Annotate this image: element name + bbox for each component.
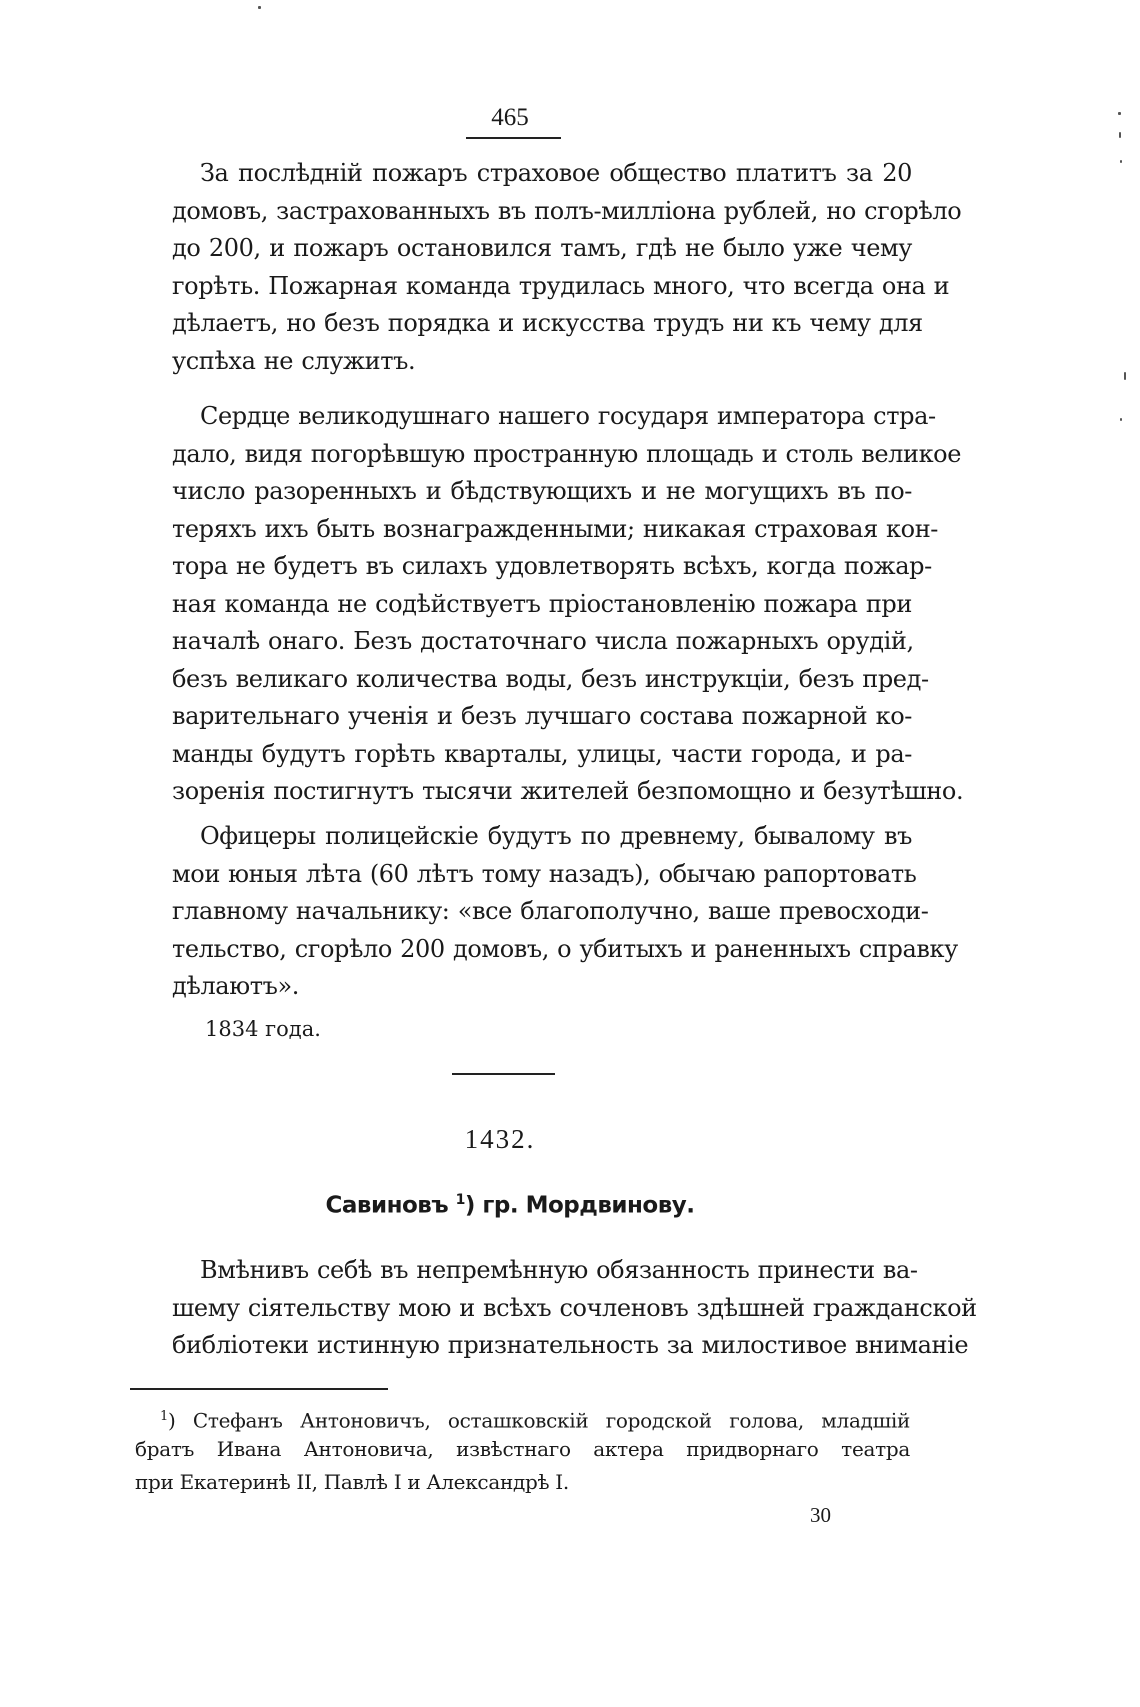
paragraph-3: [172, 818, 958, 1006]
paragraph-1: [172, 155, 962, 380]
scan-speck: [258, 6, 261, 9]
letter-number: 1432.: [464, 1124, 536, 1154]
text-line: дало, видя погорѣвшую пространную площадь и столь великое: [172, 439, 962, 468]
text-line: мои юныя лѣта (60 лѣтъ тому назадъ), обычаю рапортовать: [172, 859, 917, 888]
scan-speck: [1118, 112, 1121, 115]
text-line: библіотеки истинную признательность за милостивое вниманіе: [172, 1331, 969, 1359]
text-line: теряхъ ихъ быть вознагражденными; никакая страховая кон-: [172, 514, 939, 543]
footnote-text: ) Стефанъ Антоновичъ, осташковскій городской голова, младшій: [167, 1408, 910, 1433]
footnote-line: [160, 1400, 910, 1433]
letter-title-sender: Савиновъ: [325, 1192, 456, 1219]
text-line: главному начальнику: «все благополучно, ваше превосходи-: [172, 897, 929, 925]
page-number: 465: [491, 104, 529, 131]
footnote-line: при Екатеринѣ II, Павлѣ I и Александрѣ I.: [135, 1470, 569, 1494]
footnote-rule: [130, 1388, 388, 1390]
text-line: горѣть. Пожарная команда трудилась много, что всегда она и: [172, 271, 950, 300]
scan-speck: [1124, 372, 1126, 380]
footnote-marker: 1: [160, 1409, 168, 1424]
text-line: ная команда не содѣйствуетъ пріостановленію пожара при: [172, 589, 912, 618]
text-line: шему сіятельству мою и всѣхъ сочленовъ здѣшней гражданской: [172, 1293, 977, 1322]
text-line: дѣлаетъ, но безъ порядка и искусства трудъ ни къ чему для: [172, 309, 923, 337]
footnote-reference: 1: [455, 1192, 465, 1208]
letter-date: 1834 года.: [205, 1017, 321, 1041]
text-line: число разоренныхъ и бѣдствующихъ и не могущихъ въ по-: [172, 477, 912, 505]
scan-speck: [1120, 160, 1122, 163]
scan-speck: [1119, 132, 1121, 138]
footnote-line: братъ Ивана Антоновича, извѣстнаго актера придворнаго театра: [135, 1437, 910, 1461]
text-line: дѣлаютъ».: [172, 972, 299, 1000]
text-line: За послѣдній пожаръ страховое общество платитъ за 20: [200, 159, 912, 187]
scan-speck: [1120, 418, 1122, 421]
section-divider: [452, 1073, 555, 1075]
text-line: Вмѣнивъ себѣ въ непремѣнную обязанность принести ва-: [200, 1256, 918, 1284]
text-line: тора не будетъ въ силахъ удовлетворять всѣхъ, когда пожар-: [172, 552, 932, 580]
text-line: до 200, и пожаръ остановился тамъ, гдѣ не было уже чему: [172, 234, 912, 262]
header-rule: [466, 137, 561, 139]
text-line: манды будутъ горѣть кварталы, улицы, части города, и ра-: [172, 739, 912, 768]
text-line: Сердце великодушнаго нашего государя императора стра-: [200, 402, 936, 430]
text-line: безъ великаго количества воды, безъ инструкціи, безъ пред-: [172, 664, 929, 693]
letter-title: [280, 1192, 740, 1219]
text-line: Офицеры полицейскіе будутъ по древнему, бывалому въ: [200, 822, 912, 850]
text-line: домовъ, застрахованныхъ въ полъ-милліона рублей, но сгорѣло: [172, 196, 962, 225]
text-line: варительнаго ученія и безъ лучшаго состава пожарной ко-: [172, 702, 912, 730]
text-line: успѣха не служитъ.: [172, 346, 416, 375]
letter-title-recipient: ) гр. Мордвинову.: [464, 1192, 695, 1219]
text-line: тельство, сгорѣло 200 домовъ, о убитыхъ и раненныхъ справку: [172, 934, 958, 963]
footnote: [135, 1400, 910, 1499]
signature-mark: 30: [810, 1503, 831, 1527]
paragraph-2: [172, 398, 964, 811]
text-line: началѣ онаго. Безъ достаточнаго числа пожарныхъ орудій,: [172, 627, 914, 655]
text-line: зоренія постигнутъ тысячи жителей безпомощно и безутѣшно.: [172, 777, 964, 805]
letter-body: [172, 1252, 977, 1365]
